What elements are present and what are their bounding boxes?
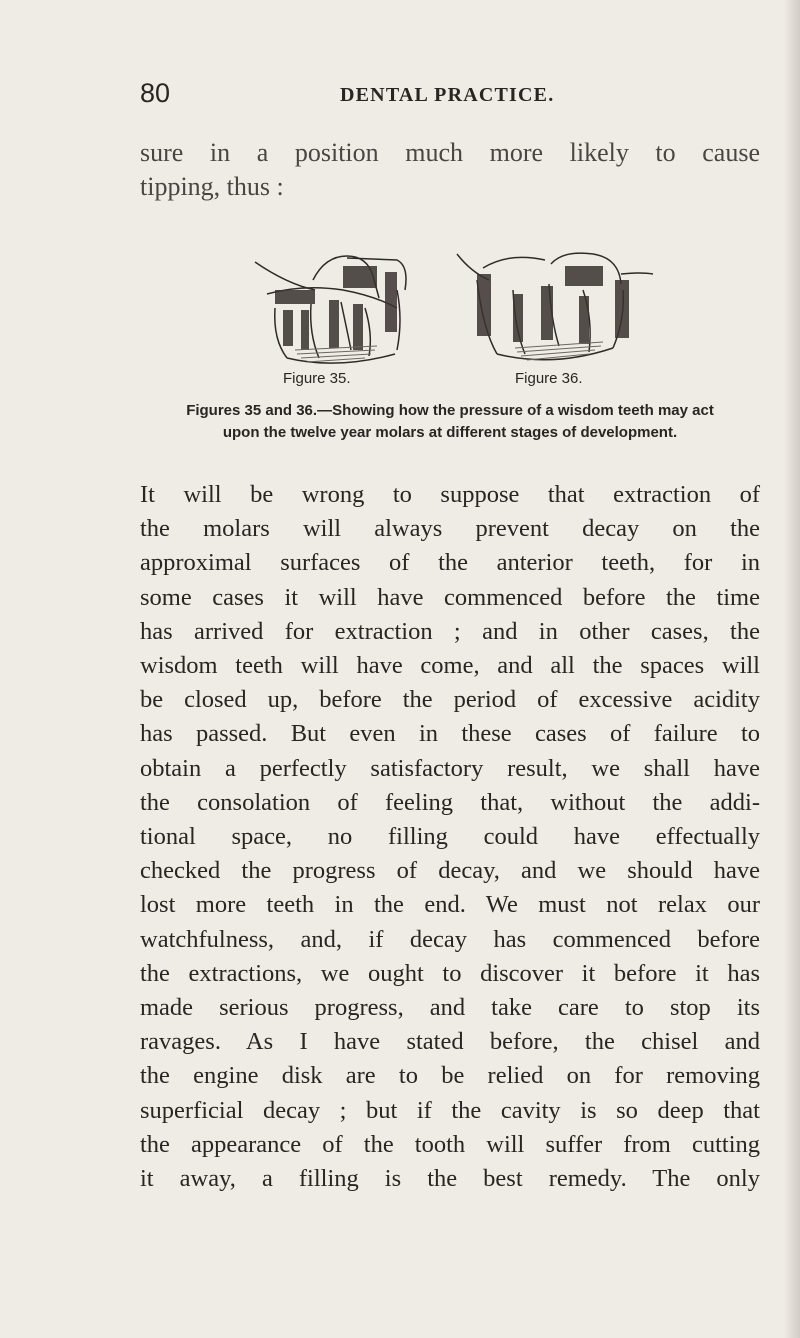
figure-35-label: Figure 35. bbox=[283, 370, 351, 387]
body-line: has arrived for extraction ; and in other cases, the bbox=[140, 617, 760, 645]
body-paragraph bbox=[140, 478, 760, 1196]
body-line: the extractions, we ought to discover it before it has bbox=[140, 959, 760, 987]
figure-35-illustration bbox=[247, 250, 437, 368]
figure-36-label: Figure 36. bbox=[515, 370, 583, 387]
page-number: 80 bbox=[140, 78, 171, 108]
body-line: It will be wrong to suppose that extraction of bbox=[140, 481, 760, 508]
lead-line: sure in a position much more likely to cause bbox=[140, 138, 760, 167]
body-line: approximal surfaces of the anterior teeth, for in bbox=[140, 549, 760, 577]
lead-line: tipping, thus : bbox=[140, 172, 284, 201]
body-line: the molars will always prevent decay on the bbox=[140, 515, 760, 543]
figures-block bbox=[225, 250, 665, 390]
body-line: the consolation of feeling that, without the addi- bbox=[140, 788, 760, 816]
body-line: it away, a filling is the best remedy. The only bbox=[140, 1165, 760, 1193]
body-line: superficial decay ; but if the cavity is so deep that bbox=[140, 1096, 760, 1124]
body-line: tional space, no filling could have effectually bbox=[140, 823, 760, 851]
running-head bbox=[140, 78, 760, 108]
body-line: some cases it will have commenced before the time bbox=[140, 583, 760, 611]
lead-paragraph bbox=[140, 136, 760, 204]
body-line: be closed up, before the period of excessive acidity bbox=[140, 686, 760, 714]
body-line: has passed. But even in these cases of failure to bbox=[140, 720, 760, 748]
body-line: made serious progress, and take care to stop its bbox=[140, 994, 760, 1022]
body-line: checked the progress of decay, and we should have bbox=[140, 857, 760, 885]
body-line: watchfulness, and, if decay has commenced before bbox=[140, 925, 760, 953]
body-line: ravages. As I have stated before, the chisel and bbox=[140, 1028, 760, 1056]
body-line: lost more teeth in the end. We must not relax our bbox=[140, 891, 760, 919]
figure-caption bbox=[140, 400, 760, 444]
body-line: the engine disk are to be relied on for removing bbox=[140, 1062, 760, 1090]
body-line: wisdom teeth will have come, and all the spaces will bbox=[140, 652, 760, 680]
caption-line: Figures 35 and 36.—Showing how the pressure of a wisdom teeth may act bbox=[186, 402, 714, 419]
body-line: the appearance of the tooth will suffer from cutting bbox=[140, 1130, 760, 1158]
page-edge-shadow bbox=[784, 0, 800, 1338]
caption-line: upon the twelve year molars at different stages of development. bbox=[222, 424, 678, 441]
body-line: obtain a perfectly satisfactory result, we shall have bbox=[140, 754, 760, 782]
running-title: DENTAL PRACTICE. bbox=[340, 84, 555, 106]
figure-36-illustration bbox=[453, 250, 663, 368]
